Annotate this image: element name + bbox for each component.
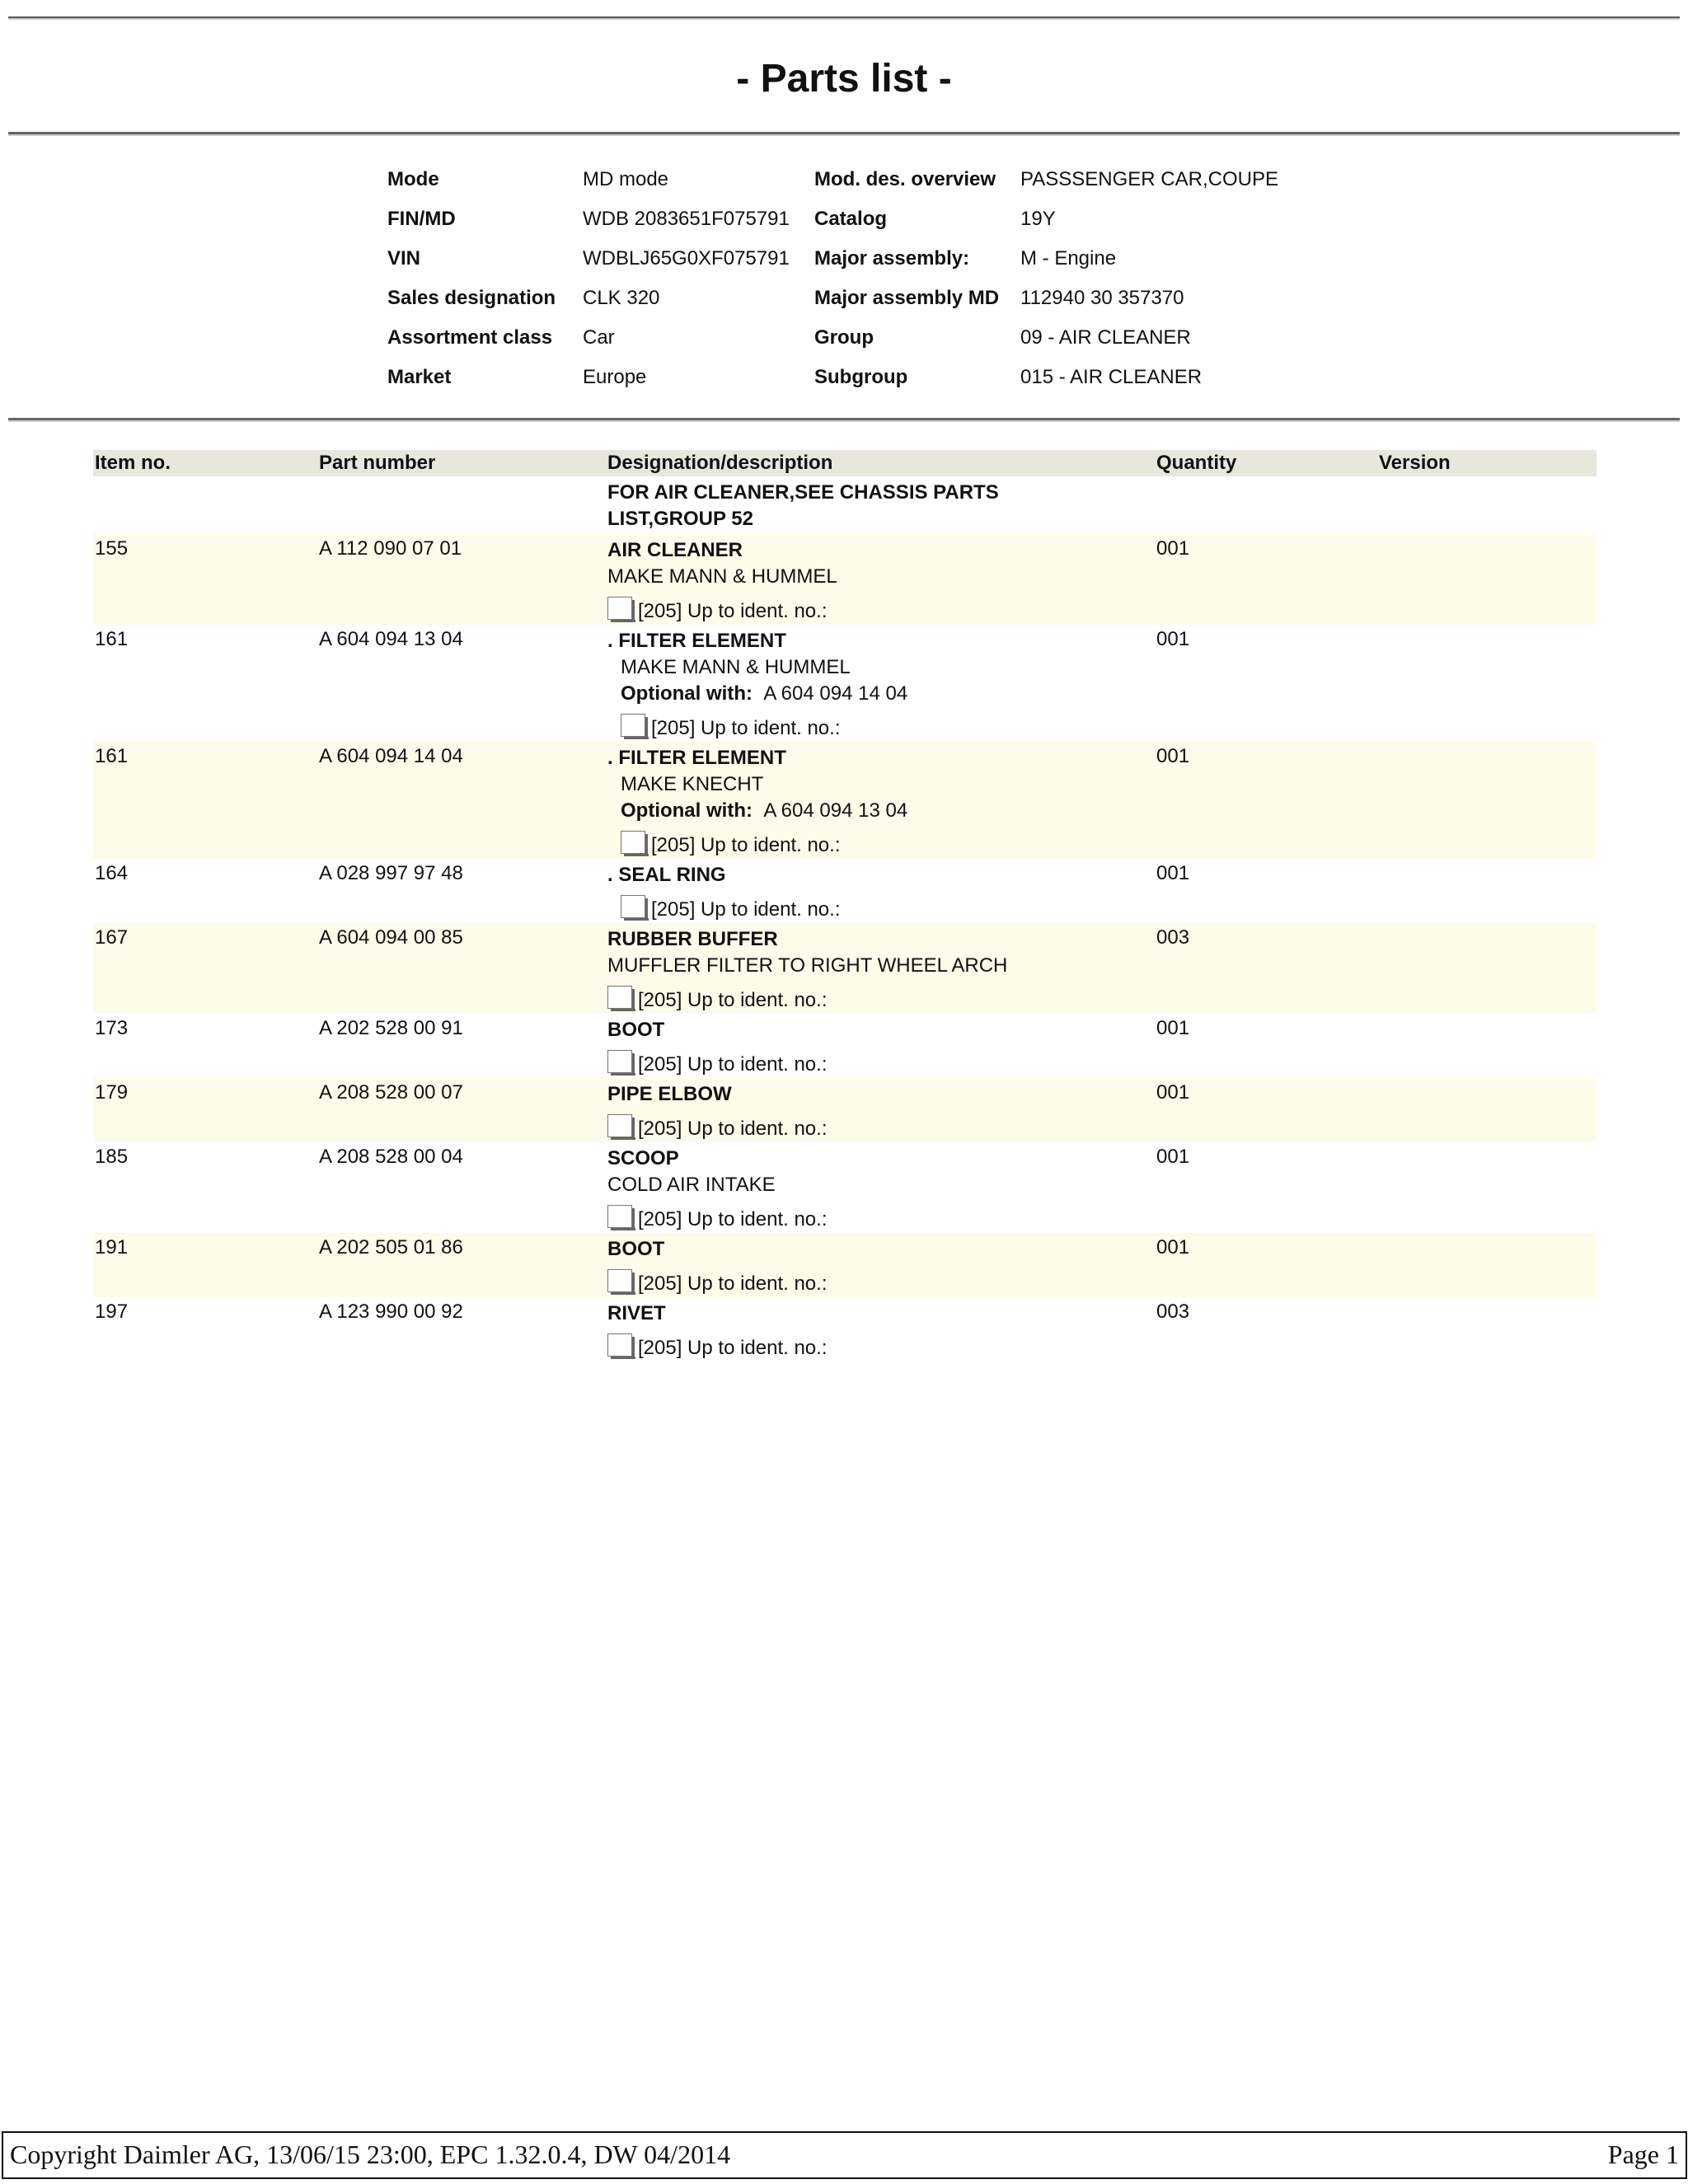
- item-number: 191: [95, 1236, 129, 1258]
- part-name: . FILTER ELEMENT: [607, 747, 786, 769]
- info-value: CLK 320: [583, 287, 660, 309]
- info-label: Sales designation: [387, 287, 556, 309]
- ident-note-text: [205] Up to ident. no.:: [638, 1272, 828, 1295]
- header-version: Version: [1379, 452, 1451, 474]
- table-row: [93, 1297, 1597, 1361]
- info-value: MD mode: [583, 168, 669, 190]
- table-intro-row: [93, 476, 1597, 534]
- info-value: 19Y: [1020, 208, 1056, 230]
- note-icon: [607, 986, 635, 1012]
- description-line: MAKE KNECHT: [621, 773, 764, 795]
- info-value: PASSSENGER CAR,COUPE: [1020, 168, 1278, 190]
- item-number: 185: [95, 1146, 129, 1168]
- description-line: MUFFLER FILTER TO RIGHT WHEEL ARCH: [607, 954, 1008, 977]
- item-number: 197: [95, 1301, 129, 1323]
- info-label: Mode: [387, 168, 439, 190]
- ident-note-text: [205] Up to ident. no.:: [638, 1053, 828, 1076]
- info-value: WDBLJ65G0XF075791: [583, 247, 790, 269]
- info-label: Major assembly:: [814, 247, 970, 269]
- designation: [607, 534, 1135, 625]
- note-icon-shadow: [632, 989, 635, 1010]
- note-icon: [607, 597, 635, 623]
- item-number: 167: [95, 926, 129, 949]
- info-label: Subgroup: [814, 366, 908, 388]
- header-designation: Designation/description: [607, 452, 833, 474]
- ident-note-text: [205] Up to ident. no.:: [638, 600, 828, 622]
- header-part-number: Part number: [319, 452, 436, 474]
- info-label: Market: [387, 366, 452, 388]
- note-icon: [621, 714, 649, 740]
- header-item-no: Item no.: [95, 452, 171, 474]
- ident-note: [607, 979, 1135, 1012]
- table-row: [93, 1014, 1597, 1078]
- part-name: . SEAL RING: [607, 864, 726, 886]
- note-icon-shadow: [632, 1053, 635, 1075]
- part-name: AIR CLEANER: [607, 539, 743, 561]
- intro-line: FOR AIR CLEANER,SEE CHASSIS PARTS: [607, 481, 999, 504]
- table-header: [93, 450, 1597, 476]
- description-line: COLD AIR INTAKE: [607, 1174, 776, 1196]
- optional-part-number: A 604 094 13 04: [763, 799, 908, 822]
- copyright-text: Copyright Daimler AG, 13/06/15 23:00, EPC 1.32.0.4, DW 04/2014: [10, 2139, 731, 2169]
- page-title: - Parts list -: [736, 57, 952, 101]
- part-name: . FILTER ELEMENT: [607, 630, 786, 652]
- part-name: PIPE ELBOW: [607, 1083, 732, 1105]
- ident-note: [607, 824, 1135, 857]
- header-rule: [8, 132, 1680, 136]
- table-row: [93, 1142, 1597, 1233]
- ident-note-text: [205] Up to ident. no.:: [638, 1208, 828, 1230]
- quantity: 001: [1156, 628, 1190, 650]
- item-number: 155: [95, 537, 129, 560]
- parts-table: [93, 450, 1597, 1361]
- quantity: 001: [1156, 1146, 1190, 1168]
- part-number: A 112 090 07 01: [319, 537, 462, 560]
- optional-part-number: A 604 094 14 04: [763, 682, 908, 705]
- item-number: 179: [95, 1081, 129, 1104]
- ident-note-text: [205] Up to ident. no.:: [651, 898, 841, 921]
- info-label: Catalog: [814, 208, 888, 230]
- designation: [607, 625, 1135, 742]
- part-name: RUBBER BUFFER: [607, 928, 778, 950]
- info-value: Europe: [583, 366, 647, 388]
- note-icon-shadow: [645, 834, 648, 855]
- part-number: A 202 528 00 91: [319, 1017, 463, 1039]
- designation: [607, 859, 1135, 923]
- note-icon: [607, 1114, 635, 1141]
- info-rule: [8, 418, 1680, 422]
- info-label: Mod. des. overview: [814, 168, 996, 190]
- designation: [607, 1014, 1135, 1078]
- ident-note-text: [205] Up to ident. no.:: [651, 717, 841, 739]
- quantity: 001: [1156, 745, 1190, 767]
- note-icon-shadow: [645, 717, 648, 738]
- intro-line: LIST,GROUP 52: [607, 508, 753, 530]
- note-icon: [607, 1333, 635, 1360]
- ident-note: [607, 1043, 1135, 1076]
- ident-note: [607, 590, 1135, 623]
- ident-note-text: [205] Up to ident. no.:: [638, 1337, 828, 1359]
- note-icon-shadow: [632, 1118, 635, 1139]
- quantity: 001: [1156, 862, 1190, 884]
- quantity: 001: [1156, 1017, 1190, 1039]
- note-icon: [607, 1269, 635, 1296]
- spacer: [753, 799, 763, 822]
- part-number: A 123 990 00 92: [319, 1301, 463, 1323]
- optional-label: Optional with:: [621, 799, 753, 822]
- info-value: 09 - AIR CLEANER: [1020, 326, 1191, 349]
- part-name: BOOT: [607, 1238, 665, 1260]
- ident-note: [607, 1198, 1135, 1231]
- item-number: 173: [95, 1017, 129, 1039]
- part-number: A 604 094 13 04: [319, 628, 463, 650]
- part-name: BOOT: [607, 1019, 665, 1041]
- optional-label: Optional with:: [621, 682, 753, 705]
- designation: [607, 923, 1135, 1014]
- table-row: [93, 1078, 1597, 1142]
- footer: [2, 2131, 1687, 2179]
- info-value: 112940 30 357370: [1020, 287, 1184, 309]
- note-icon-shadow: [632, 1208, 635, 1230]
- info-label: Assortment class: [387, 326, 553, 349]
- designation: [607, 1297, 1135, 1361]
- quantity: 003: [1156, 1301, 1190, 1323]
- designation: [607, 1233, 1135, 1297]
- note-icon: [621, 831, 649, 857]
- quantity: 001: [1156, 1236, 1190, 1258]
- part-number: A 604 094 14 04: [319, 745, 463, 767]
- table-row: [93, 534, 1597, 625]
- ident-note-text: [205] Up to ident. no.:: [651, 834, 841, 856]
- ident-note: [607, 1108, 1135, 1141]
- note-icon: [607, 1050, 635, 1076]
- info-value: WDB 2083651F075791: [583, 208, 790, 230]
- part-name: RIVET: [607, 1302, 666, 1324]
- ident-note: [607, 1263, 1135, 1296]
- optional-with: [607, 798, 1135, 824]
- ident-note-text: [205] Up to ident. no.:: [638, 989, 828, 1011]
- item-number: 164: [95, 862, 129, 884]
- note-icon: [621, 895, 649, 921]
- info-label: FIN/MD: [387, 208, 456, 230]
- page-number: Page 1: [1607, 2139, 1679, 2169]
- spacer: [753, 682, 763, 705]
- table-row: [93, 859, 1597, 923]
- optional-with: [607, 681, 1135, 707]
- info-value: Car: [583, 326, 615, 349]
- info-value: 015 - AIR CLEANER: [1020, 366, 1203, 388]
- description-line: MAKE MANN & HUMMEL: [607, 565, 837, 588]
- note-icon-shadow: [632, 1337, 635, 1358]
- info-label: VIN: [387, 247, 421, 269]
- part-number: A 208 528 00 07: [319, 1081, 463, 1104]
- ident-note: [607, 888, 1135, 921]
- part-name: SCOOP: [607, 1147, 679, 1169]
- quantity: 003: [1156, 926, 1190, 949]
- designation: [607, 1078, 1135, 1142]
- part-number: A 028 997 97 48: [319, 862, 463, 884]
- ident-note: [607, 1327, 1135, 1360]
- ident-note: [607, 707, 1135, 740]
- info-label: Group: [814, 326, 874, 349]
- part-number: A 604 094 00 85: [319, 926, 463, 949]
- intro-text: [607, 476, 1135, 534]
- quantity: 001: [1156, 1081, 1190, 1104]
- part-number: A 202 505 01 86: [319, 1236, 463, 1258]
- table-row: [93, 742, 1597, 859]
- note-icon-shadow: [645, 898, 648, 920]
- info-label: Major assembly MD: [814, 287, 1000, 309]
- designation: [607, 1142, 1135, 1233]
- table-row: [93, 1233, 1597, 1297]
- table-row: [93, 625, 1597, 742]
- part-number: A 208 528 00 04: [319, 1146, 463, 1168]
- note-icon-shadow: [632, 1272, 635, 1294]
- item-number: 161: [95, 628, 129, 650]
- parts-rows: [93, 534, 1597, 1361]
- description-line: MAKE MANN & HUMMEL: [621, 656, 851, 678]
- info-value: M - Engine: [1020, 247, 1117, 269]
- note-icon: [607, 1205, 635, 1231]
- quantity: 001: [1156, 537, 1190, 560]
- ident-note-text: [205] Up to ident. no.:: [638, 1118, 828, 1140]
- note-icon-shadow: [632, 600, 635, 621]
- item-number: 161: [95, 745, 129, 767]
- header-quantity: Quantity: [1156, 452, 1237, 474]
- designation: [607, 742, 1135, 859]
- top-rule: [8, 16, 1680, 20]
- table-row: [93, 923, 1597, 1014]
